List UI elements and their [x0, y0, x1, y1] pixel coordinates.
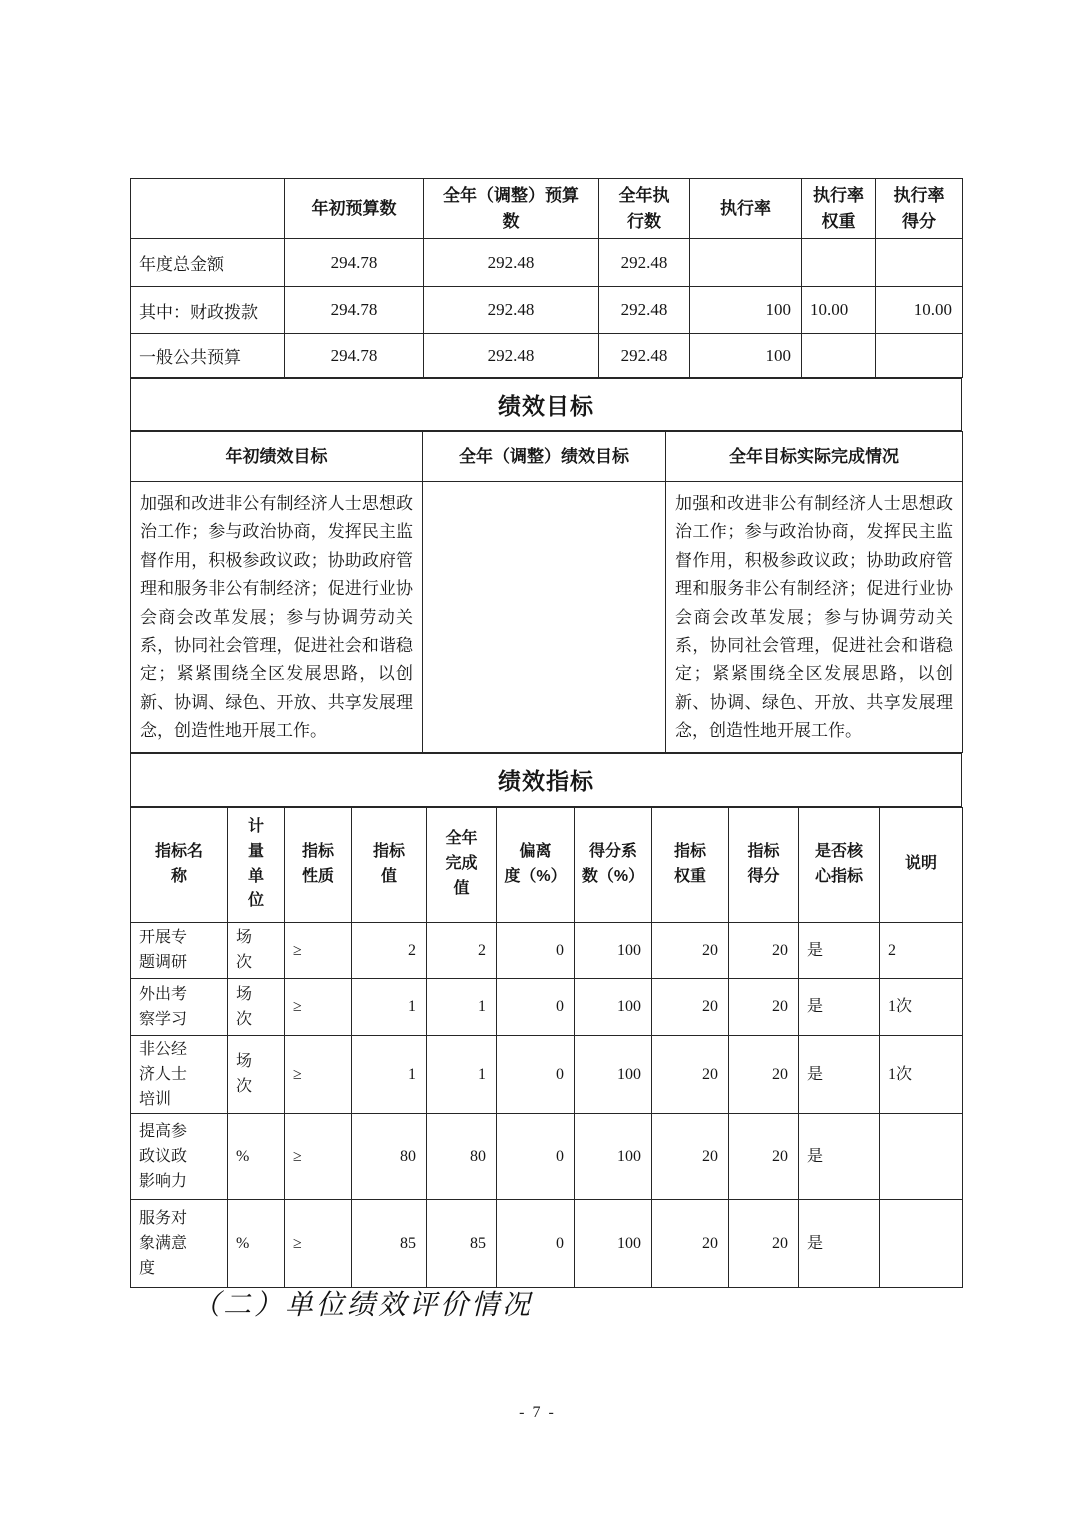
goals-title-banner: [130, 378, 962, 431]
ind-cell-score: 20: [729, 1035, 799, 1113]
ind-cell-weight: 20: [652, 978, 729, 1035]
ind-cell-score-coef: 100: [575, 1199, 652, 1287]
budget-cell-rate: [690, 239, 802, 287]
ind-header-completed: 全年 完成 值: [427, 807, 497, 922]
budget-cell-rate-score: [876, 334, 963, 378]
ind-cell-target: 1: [352, 1035, 427, 1113]
indicator-row: [131, 978, 963, 1035]
ind-cell-note: 1次: [880, 1035, 963, 1113]
ind-cell-completed: 80: [427, 1113, 497, 1199]
section-heading: （二）单位绩效评价情况: [192, 1290, 534, 1321]
goal-adjusted-text: [423, 482, 666, 753]
budget-cell-executed: 292.48: [599, 334, 690, 378]
budget-cell-adjusted: 292.48: [424, 239, 599, 287]
budget-row-fiscal: [131, 287, 963, 334]
budget-row-total: [131, 239, 963, 287]
goals-header-adjusted: 全年（调整）绩效目标: [423, 432, 666, 482]
document-table-block: [130, 178, 962, 1288]
budget-header-row: [131, 179, 963, 239]
budget-row-label: 一般公共预算: [131, 334, 285, 378]
goals-body-row: [131, 482, 963, 753]
ind-header-score-coef: 得分系 数（%）: [575, 807, 652, 922]
ind-cell-name: 提高参 政议政 影响力: [131, 1113, 228, 1199]
ind-cell-is-core: 是: [799, 1113, 880, 1199]
indicators-header-row: [131, 807, 963, 922]
ind-header-unit: 计 量 单 位: [228, 807, 285, 922]
ind-header-score: 指标 得分: [729, 807, 799, 922]
ind-header-target: 指标 值: [352, 807, 427, 922]
budget-header-adjusted: 全年（调整）预算 数: [424, 179, 599, 239]
budget-header-rate-score: 执行率 得分: [876, 179, 963, 239]
ind-cell-score: 20: [729, 1199, 799, 1287]
indicator-row: [131, 922, 963, 978]
budget-cell-rate-weight: [802, 334, 876, 378]
budget-cell-executed: 292.48: [599, 239, 690, 287]
budget-row-label: 其中：财政拨款: [131, 287, 285, 334]
budget-cell-initial: 294.78: [285, 239, 424, 287]
indicator-row: [131, 1035, 963, 1113]
ind-cell-nature: ≥: [285, 922, 352, 978]
ind-cell-score-coef: 100: [575, 1035, 652, 1113]
budget-cell-adjusted: 292.48: [424, 287, 599, 334]
goals-header-actual: 全年目标实际完成情况: [666, 432, 963, 482]
goals-title: 绩效目标: [131, 379, 962, 431]
ind-header-is-core: 是否核 心指标: [799, 807, 880, 922]
ind-cell-target: 80: [352, 1113, 427, 1199]
page-number: - 7 -: [519, 1404, 556, 1421]
ind-cell-unit: %: [228, 1113, 285, 1199]
ind-cell-is-core: 是: [799, 978, 880, 1035]
budget-cell-executed: 292.48: [599, 287, 690, 334]
ind-cell-note: 1次: [880, 978, 963, 1035]
ind-cell-nature: ≥: [285, 1113, 352, 1199]
ind-cell-completed: 1: [427, 1035, 497, 1113]
ind-cell-score-coef: 100: [575, 922, 652, 978]
goal-initial-text: 加强和改进非公有制经济人士思想政治工作；参与政治协商，发挥民主监督作用，积极参政议政；协助政府管理和服务非公有制经济；促进行业协会商会改革发展；参与协调劳动关系，协同社会管理，促进社会和谐稳定；紧紧围绕全区发展思路，以创新、协调、绿色、开放、共享发展理念，创造性地开展工作。: [131, 482, 423, 753]
ind-cell-target: 85: [352, 1199, 427, 1287]
ind-cell-score: 20: [729, 922, 799, 978]
ind-cell-deviation: 0: [497, 1199, 575, 1287]
ind-cell-weight: 20: [652, 1035, 729, 1113]
ind-header-nature: 指标 性质: [285, 807, 352, 922]
ind-cell-note: 2: [880, 922, 963, 978]
budget-cell-rate-weight: 10.00: [802, 287, 876, 334]
ind-cell-target: 2: [352, 922, 427, 978]
ind-cell-weight: 20: [652, 922, 729, 978]
ind-cell-completed: 2: [427, 922, 497, 978]
ind-cell-deviation: 0: [497, 922, 575, 978]
budget-cell-rate-score: 10.00: [876, 287, 963, 334]
ind-cell-unit: %: [228, 1199, 285, 1287]
ind-cell-is-core: 是: [799, 1035, 880, 1113]
budget-cell-initial: 294.78: [285, 287, 424, 334]
ind-cell-name: 开展专 题调研: [131, 922, 228, 978]
budget-cell-adjusted: 292.48: [424, 334, 599, 378]
goal-actual-text: 加强和改进非公有制经济人士思想政治工作；参与政治协商，发挥民主监督作用，积极参政议政；协助政府管理和服务非公有制经济；促进行业协会商会改革发展；参与协调劳动关系，协同社会管理，促进社会和谐稳定；紧紧围绕全区发展思路，以创新、协调、绿色、开放、共享发展理念，创造性地开展工作。: [666, 482, 963, 753]
budget-row-public: [131, 334, 963, 378]
ind-header-weight: 指标 权重: [652, 807, 729, 922]
ind-cell-deviation: 0: [497, 1035, 575, 1113]
ind-cell-unit: 场 次: [228, 1035, 285, 1113]
ind-cell-score-coef: 100: [575, 978, 652, 1035]
ind-cell-weight: 20: [652, 1113, 729, 1199]
ind-cell-nature: ≥: [285, 1035, 352, 1113]
ind-cell-deviation: 0: [497, 1113, 575, 1199]
budget-cell-rate-weight: [802, 239, 876, 287]
ind-cell-unit: 场 次: [228, 978, 285, 1035]
budget-header-rate-weight: 执行率 权重: [802, 179, 876, 239]
ind-cell-completed: 85: [427, 1199, 497, 1287]
ind-cell-completed: 1: [427, 978, 497, 1035]
ind-cell-nature: ≥: [285, 978, 352, 1035]
budget-header-rate: 执行率: [690, 179, 802, 239]
budget-header-initial: 年初预算数: [285, 179, 424, 239]
budget-cell-initial: 294.78: [285, 334, 424, 378]
ind-cell-target: 1: [352, 978, 427, 1035]
ind-cell-is-core: 是: [799, 1199, 880, 1287]
ind-cell-score: 20: [729, 978, 799, 1035]
indicator-row: [131, 1199, 963, 1287]
ind-header-deviation: 偏离 度（%）: [497, 807, 575, 922]
indicators-table: [130, 807, 963, 1288]
indicators-title-banner: [130, 753, 962, 807]
budget-header-executed: 全年执 行数: [599, 179, 690, 239]
budget-cell-rate: 100: [690, 287, 802, 334]
ind-cell-score-coef: 100: [575, 1113, 652, 1199]
budget-header-blank: [131, 179, 285, 239]
goals-table: [130, 431, 963, 753]
ind-header-name: 指标名 称: [131, 807, 228, 922]
ind-cell-score: 20: [729, 1113, 799, 1199]
ind-cell-name: 服务对 象满意 度: [131, 1199, 228, 1287]
indicator-row: [131, 1113, 963, 1199]
ind-cell-nature: ≥: [285, 1199, 352, 1287]
goals-header-row: [131, 432, 963, 482]
budget-cell-rate: 100: [690, 334, 802, 378]
ind-cell-deviation: 0: [497, 978, 575, 1035]
indicators-title: 绩效指标: [131, 753, 962, 806]
ind-cell-name: 外出考 察学习: [131, 978, 228, 1035]
ind-cell-unit: 场 次: [228, 922, 285, 978]
ind-cell-name: 非公经 济人士 培训: [131, 1035, 228, 1113]
budget-row-label: 年度总金额: [131, 239, 285, 287]
ind-cell-is-core: 是: [799, 922, 880, 978]
ind-header-note: 说明: [880, 807, 963, 922]
ind-cell-note: [880, 1199, 963, 1287]
budget-cell-rate-score: [876, 239, 963, 287]
budget-table: [130, 178, 963, 378]
ind-cell-weight: 20: [652, 1199, 729, 1287]
ind-cell-note: [880, 1113, 963, 1199]
goals-header-initial: 年初绩效目标: [131, 432, 423, 482]
